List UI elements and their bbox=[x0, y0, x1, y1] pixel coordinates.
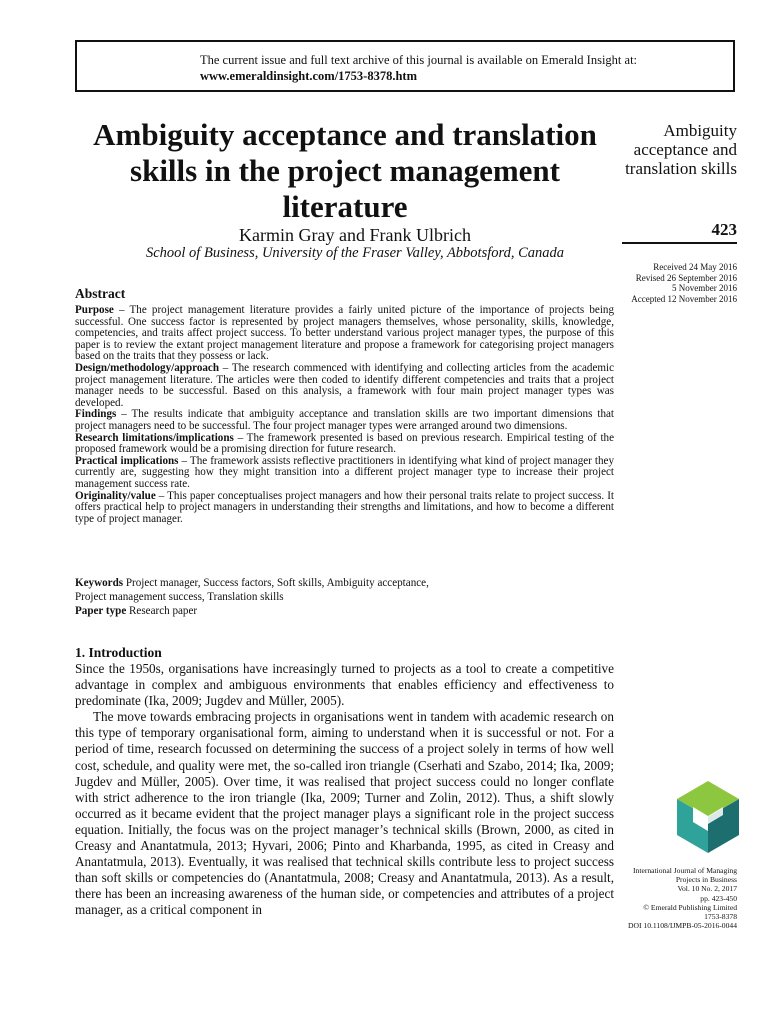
section-label: Originality/value bbox=[75, 489, 156, 502]
journal-url-link[interactable]: www.emeraldinsight.com/1753-8378.htm bbox=[200, 69, 417, 83]
section-text: – The framework assists reflective practitioners in identifying what kind of project manager they currently are, suggesting how they might transition into a different project manager type to increase their project management success rate. bbox=[75, 454, 615, 490]
section-text: – The research commenced with identifying and collecting articles from the academic project management literature. The articles were then coded to identify different competencies and traits that a project manager needs to be successful. Based on this analysis, a framework with four main project manager types was developed. bbox=[75, 361, 614, 409]
keywords-text: Project manager, Success factors, Soft skills, Ambiguity acceptance, bbox=[123, 577, 429, 589]
keywords bbox=[75, 576, 614, 604]
journal-name: International Journal of Managing bbox=[633, 866, 737, 875]
paper-type bbox=[75, 605, 197, 617]
section-text: – This paper conceptualises project managers and how their personal traits relate to project success. It offers practical help to project managers in understanding their strengths and limitations, and how to become a different type of project manager. bbox=[75, 489, 614, 525]
journal-pages: pp. 423-450 bbox=[700, 893, 737, 903]
abstract-heading: Abstract bbox=[75, 286, 126, 301]
paragraph: The move towards embracing projects in organisations went in tandem with academic research on this type of temporary organisational form, aiming to understand when it is successful or not. For a period of time, research focussed on determining the success of a project solely in terms of how well cost, schedule, and quality were met, the so-called iron triangle (Cserhati and Szabo, 2014; Ika, 2009; Jugdev and Müller, 2005). Over time, it was realised that project success could no longer conflate with strict adherence to the iron triangle (Ika, 2009; Turner and Zolin, 2012). Thus, a shift slowly occurred as it became evident that the project manager plays a significant role in the project success equation. Initially, the focus was on the project manager’s technical skills (Brown, 2000, as cited in Creasy and Anantatmula, 2013; Hyvari, 2006; Pinto and Kharbanda, 1995, as cited in Creasy and Anantatmula, 2013). Eventually, it was realised that technical skills contribute less to project success than soft skills or competencies do (Anantatmula, 2008; Creasy and Anantatmula, 2013). As a result, there has been an increasing awareness of the human side, or competencies and attributes of a project manager, as a critical component in bbox=[75, 709, 614, 918]
abstract-practical bbox=[75, 456, 614, 491]
journal-name-2: Projects in Business bbox=[675, 875, 737, 885]
emerald-publishing-logo-icon bbox=[677, 781, 739, 853]
abstract-body bbox=[75, 305, 614, 525]
paper-type-label: Paper type bbox=[75, 605, 127, 617]
keywords-text-2: Project management success, Translation skills bbox=[75, 591, 284, 603]
section-text: – The results indicate that ambiguity acceptance and translation skills are two important dimensions that project managers need to be successful. The four project manager types were arranged around two dimensions. bbox=[75, 408, 614, 432]
notice-text: The current issue and full text archive of this journal is available on Emerald Insight at: bbox=[200, 53, 638, 67]
abstract-design bbox=[75, 363, 614, 409]
abstract-originality bbox=[75, 491, 614, 526]
journal-volume: Vol. 10 No. 2, 2017 bbox=[677, 884, 737, 894]
section-label: Findings bbox=[75, 408, 117, 421]
section-heading-introduction: 1. Introduction bbox=[75, 645, 162, 660]
running-head: Ambiguity acceptance and translation skills bbox=[625, 121, 737, 178]
section-label: Purpose bbox=[75, 304, 114, 316]
abstract-limitations bbox=[75, 433, 614, 456]
revised-date-2: 5 November 2016 bbox=[672, 283, 737, 293]
author-affiliation: School of Business, University of the Fraser Valley, Abbotsford, Canada bbox=[145, 245, 565, 261]
journal-info bbox=[610, 866, 737, 930]
article-authors: Karmin Gray and Frank Ulbrich bbox=[239, 225, 471, 245]
revised-date: Revised 26 September 2016 bbox=[635, 272, 737, 283]
journal-copyright: © Emerald Publishing Limited bbox=[643, 902, 737, 912]
keywords-label: Keywords bbox=[75, 577, 124, 589]
introduction-body bbox=[75, 661, 614, 919]
paragraph: Since the 1950s, organisations have increasingly turned to projects as a tool to create a competitive advantage in complex and ambiguous environments that enables efficiency and effectiveness to predominate (Ika, 2009; Jugdev and Müller, 2005). bbox=[75, 661, 614, 709]
abstract-purpose bbox=[75, 305, 614, 363]
section-label: Practical implications bbox=[75, 454, 179, 467]
received-dates bbox=[610, 262, 737, 304]
abstract-findings bbox=[75, 409, 614, 432]
section-text: – The project management literature provides a fairly united picture of the importance of projects being successful. One success factor is represented by project managers themselves, whose personality, skills, knowledge, competencies, and traits affect project success. To better understand various project manager types, the purpose of this paper is to review the extant project management literature and propose a framework for categorising project managers based on the traits that they possess or lack. bbox=[75, 304, 614, 363]
paper-type-value: Research paper bbox=[126, 605, 198, 617]
article-title: Ambiguity acceptance and translation skills in the project management literature bbox=[93, 117, 597, 224]
section-label: Research limitations/implications bbox=[75, 431, 234, 444]
journal-doi: DOI 10.1108/IJMPB-05-2016-0044 bbox=[628, 921, 737, 931]
journal-issn: 1753-8378 bbox=[704, 912, 737, 922]
section-text: – The framework presented is based on previous research. Empirical testing of the proposed framework would be a promising direction for future research. bbox=[75, 431, 614, 456]
section-label: Design/methodology/approach bbox=[75, 361, 220, 374]
accepted-date: Accepted 12 November 2016 bbox=[631, 293, 737, 304]
received-date: Received 24 May 2016 bbox=[653, 262, 737, 272]
page-number: 423 bbox=[622, 220, 737, 244]
journal-archive-notice bbox=[75, 40, 735, 92]
